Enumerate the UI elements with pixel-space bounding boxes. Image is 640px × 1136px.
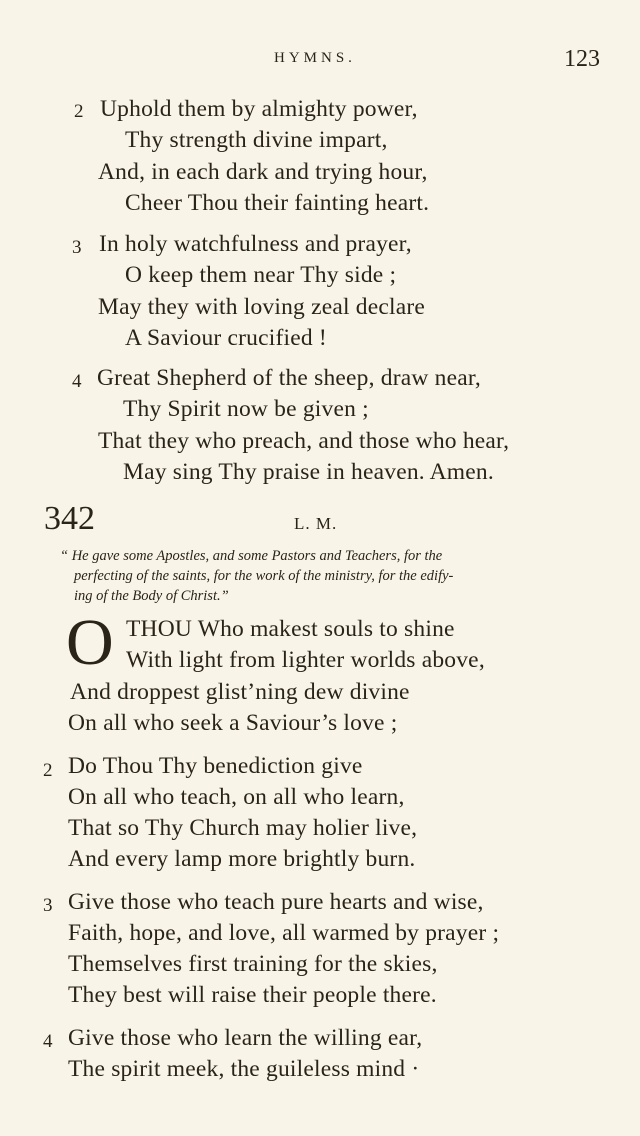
verse-line: May sing Thy praise in heaven. Amen. <box>123 459 494 485</box>
verse-line: A Saviour crucified ! <box>125 325 327 351</box>
epigraph-line: perfecting of the saints, for the work of the ministry, for the edify- <box>74 568 454 584</box>
verse-line: With light from lighter worlds above, <box>126 647 485 673</box>
verse-line: Give those who learn the willing ear, <box>68 1025 423 1051</box>
verse-line: On all who teach, on all who learn, <box>68 784 405 810</box>
verse-line: The spirit meek, the guileless mind · <box>68 1056 420 1082</box>
verse-line: Thy Spirit now be given ; <box>123 396 369 422</box>
verse-line: They best will raise their people there. <box>68 982 437 1008</box>
verse-line: O keep them near Thy side ; <box>125 262 397 288</box>
verse-number: 3 <box>43 895 53 916</box>
verse-number: 2 <box>43 760 53 781</box>
verse-line: Cheer Thou their fainting heart. <box>125 190 430 216</box>
verse-line: Faith, hope, and love, all warmed by prayer ; <box>68 920 500 946</box>
verse-line: On all who seek a Saviour’s love ; <box>68 710 398 736</box>
verse-number: 4 <box>43 1031 53 1052</box>
verse-line: And every lamp more brightly burn. <box>68 846 416 872</box>
verse-line: And droppest glist’ning dew divine <box>70 679 410 705</box>
verse-line: Do Thou Thy benediction give <box>68 753 363 779</box>
verse-number: 4 <box>72 371 82 392</box>
verse-line: That so Thy Church may holier live, <box>68 815 418 841</box>
epigraph-line: ing of the Body of Christ.” <box>74 588 229 604</box>
verse-line: Great Shepherd of the sheep, draw near, <box>97 365 482 391</box>
verse-line: Give those who teach pure hearts and wise, <box>68 889 484 915</box>
verse-line: THOU Who makest souls to shine <box>126 616 455 642</box>
hymn-number: 342 <box>44 500 95 537</box>
verse-line: Thy strength divine impart, <box>125 127 388 153</box>
running-title: HYMNS. <box>274 50 356 66</box>
verse-line: And, in each dark and trying hour, <box>98 159 428 185</box>
verse-number: 3 <box>72 237 82 258</box>
epigraph-line: “ He gave some Apostles, and some Pastors and Teachers, for the <box>60 548 443 564</box>
verse-line: That they who preach, and those who hear, <box>98 428 510 454</box>
verse-line: Themselves first training for the skies, <box>68 951 438 977</box>
verse-number: 2 <box>74 101 84 122</box>
running-head <box>0 46 640 74</box>
verse-line: In holy watchfulness and prayer, <box>99 231 412 257</box>
page-number: 123 <box>564 46 600 72</box>
drop-cap: O <box>66 606 114 679</box>
verse-line: Uphold them by almighty power, <box>100 96 418 122</box>
hymn-meter: L. M. <box>294 514 338 533</box>
verse-line: May they with loving zeal declare <box>98 294 425 320</box>
